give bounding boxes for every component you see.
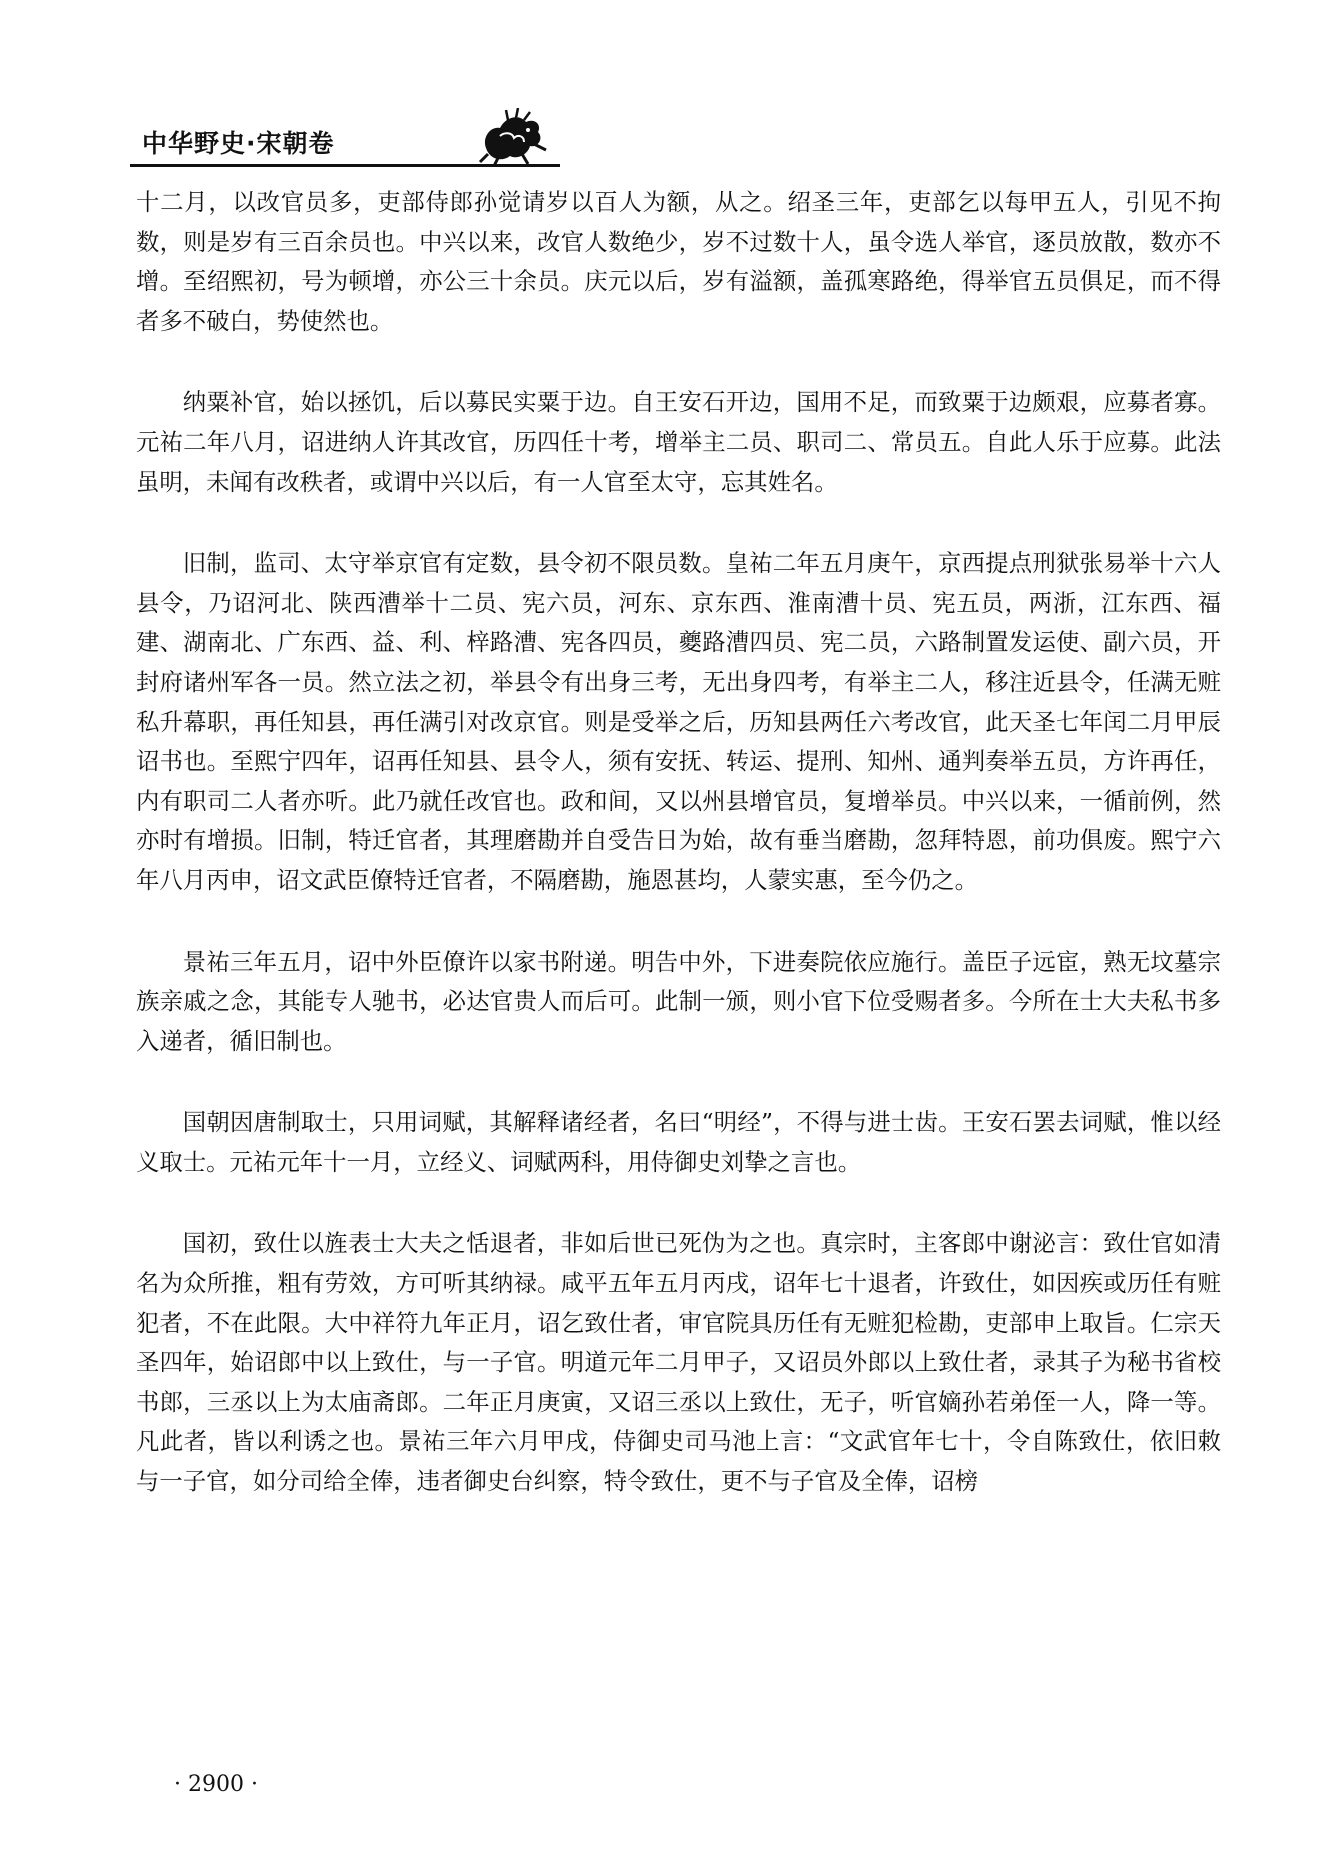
header-title: 中华野史·宋朝卷 — [142, 129, 335, 158]
page-number: · 2900 · — [174, 1772, 258, 1797]
paragraph: 旧制，监司、太守举京官有定数，县令初不限员数。皇祐二年五月庚午，京西提点刑狱张易举十六人县令，乃诏河北、陕西漕举十二员、宪六员，河东、京东西、淮南漕十员、宪五员，两浙，江东西、福建、湖南北、广东西、益、利、梓路漕、宪各四员，夔路漕四员、宪二员，六路制置发运使、副六员，开封府诸州军各一员。然立法之初，举县令有出身三考，无出身四考，有举主二人，移注近县令，任满无赃私升幕职，再任知县，再任满引对改京官。则是受举之后，历知县两任六考改官，此天圣七年闰二月甲辰诏书也。至熙宁四年，诏再任知县、县令人，须有安抚、转运、提刑、知州、通判奏举五员，方许再任，内有职司二人者亦听。此乃就任改官也。政和间，又以州县增官员，复增举员。中兴以来，一循前例，然亦时有增损。旧制，特迁官者，其理磨勘并自受告日为始，故有垂当磨勘，忽拜特恩，前功俱废。熙宁六年八月丙申，诏文武臣僚特迁官者，不隔磨勘，施恩甚均，人蒙实惠，至今仍之。 — [136, 549, 1221, 894]
paragraph: 国朝因唐制取士，只用词赋，其解释诸经者，名曰“明经”，不得与进士齿。王安石罢去词赋，惟以经义取士。元祐元年十一月，立经义、词赋两科，用侍御史刘挚之言也。 — [136, 1108, 1221, 1176]
paragraph: 纳粟补官，始以拯饥，后以募民实粟于边。自王安石开边，国用不足，而致粟于边颇艰，应募者寡。元祐二年八月，诏进纳人许其改官，历四任十考，增举主二员、职司二、常员五。自此人乐于应募。此法虽明，未闻有改秩者，或谓中兴以后，有一人官至太守，忘其姓名。 — [136, 388, 1221, 496]
body-text — [136, 183, 1221, 1502]
paragraph: 十二月，以改官员多，吏部侍郎孙觉请岁以百人为额，从之。绍圣三年，吏部乞以每甲五人，引见不拘数，则是岁有三百余员也。中兴以来，改官人数绝少，岁不过数十人，虽令选人举官，逐员放散，数亦不增。至绍熙初，号为顿增，亦公三十余员。庆元以后，岁有溢额，盖孤寒路绝，得举官五员俱足，而不得者多不破白，势使然也。 — [136, 188, 1221, 335]
paragraph: 国初，致仕以旌表士大夫之恬退者，非如后世已死伪为之也。真宗时，主客郎中谢泌言：致仕官如清名为众所推，粗有劳效，方可听其纳禄。咸平五年五月丙戌，诏年七十退者，许致仕，如因疾或历任有赃犯者，不在此限。大中祥符九年正月，诏乞致仕者，审官院具历任有无赃犯检勘，吏部申上取旨。仁宗天圣四年，始诏郎中以上致仕，与一子官。明道元年二月甲子，又诏员外郎以上致仕者，录其子为秘书省校书郎，三丞以上为太庙斋郎。二年正月庚寅，又诏三丞以上致仕，无子，听官嫡孙若弟侄一人，降一等。凡此者，皆以利诱之也。景祐三年六月甲戌，侍御史司马池上言：“文武官年七十，令自陈致仕，依旧敕与一子官，如分司给全俸，违者御史台纠察，特令致仕，更不与子官及全俸，诏榜 — [136, 1229, 1221, 1496]
dragon-ornament-icon — [478, 108, 548, 168]
paragraph: 景祐三年五月，诏中外臣僚许以家书附递。明告中外，下进奏院依应施行。盖臣子远宦，熟无坟墓宗族亲戚之念，其能专人驰书，必达官贵人而后可。此制一颁，则小官下位受赐者多。今所在士大夫私书多入递者，循旧制也。 — [136, 947, 1221, 1055]
